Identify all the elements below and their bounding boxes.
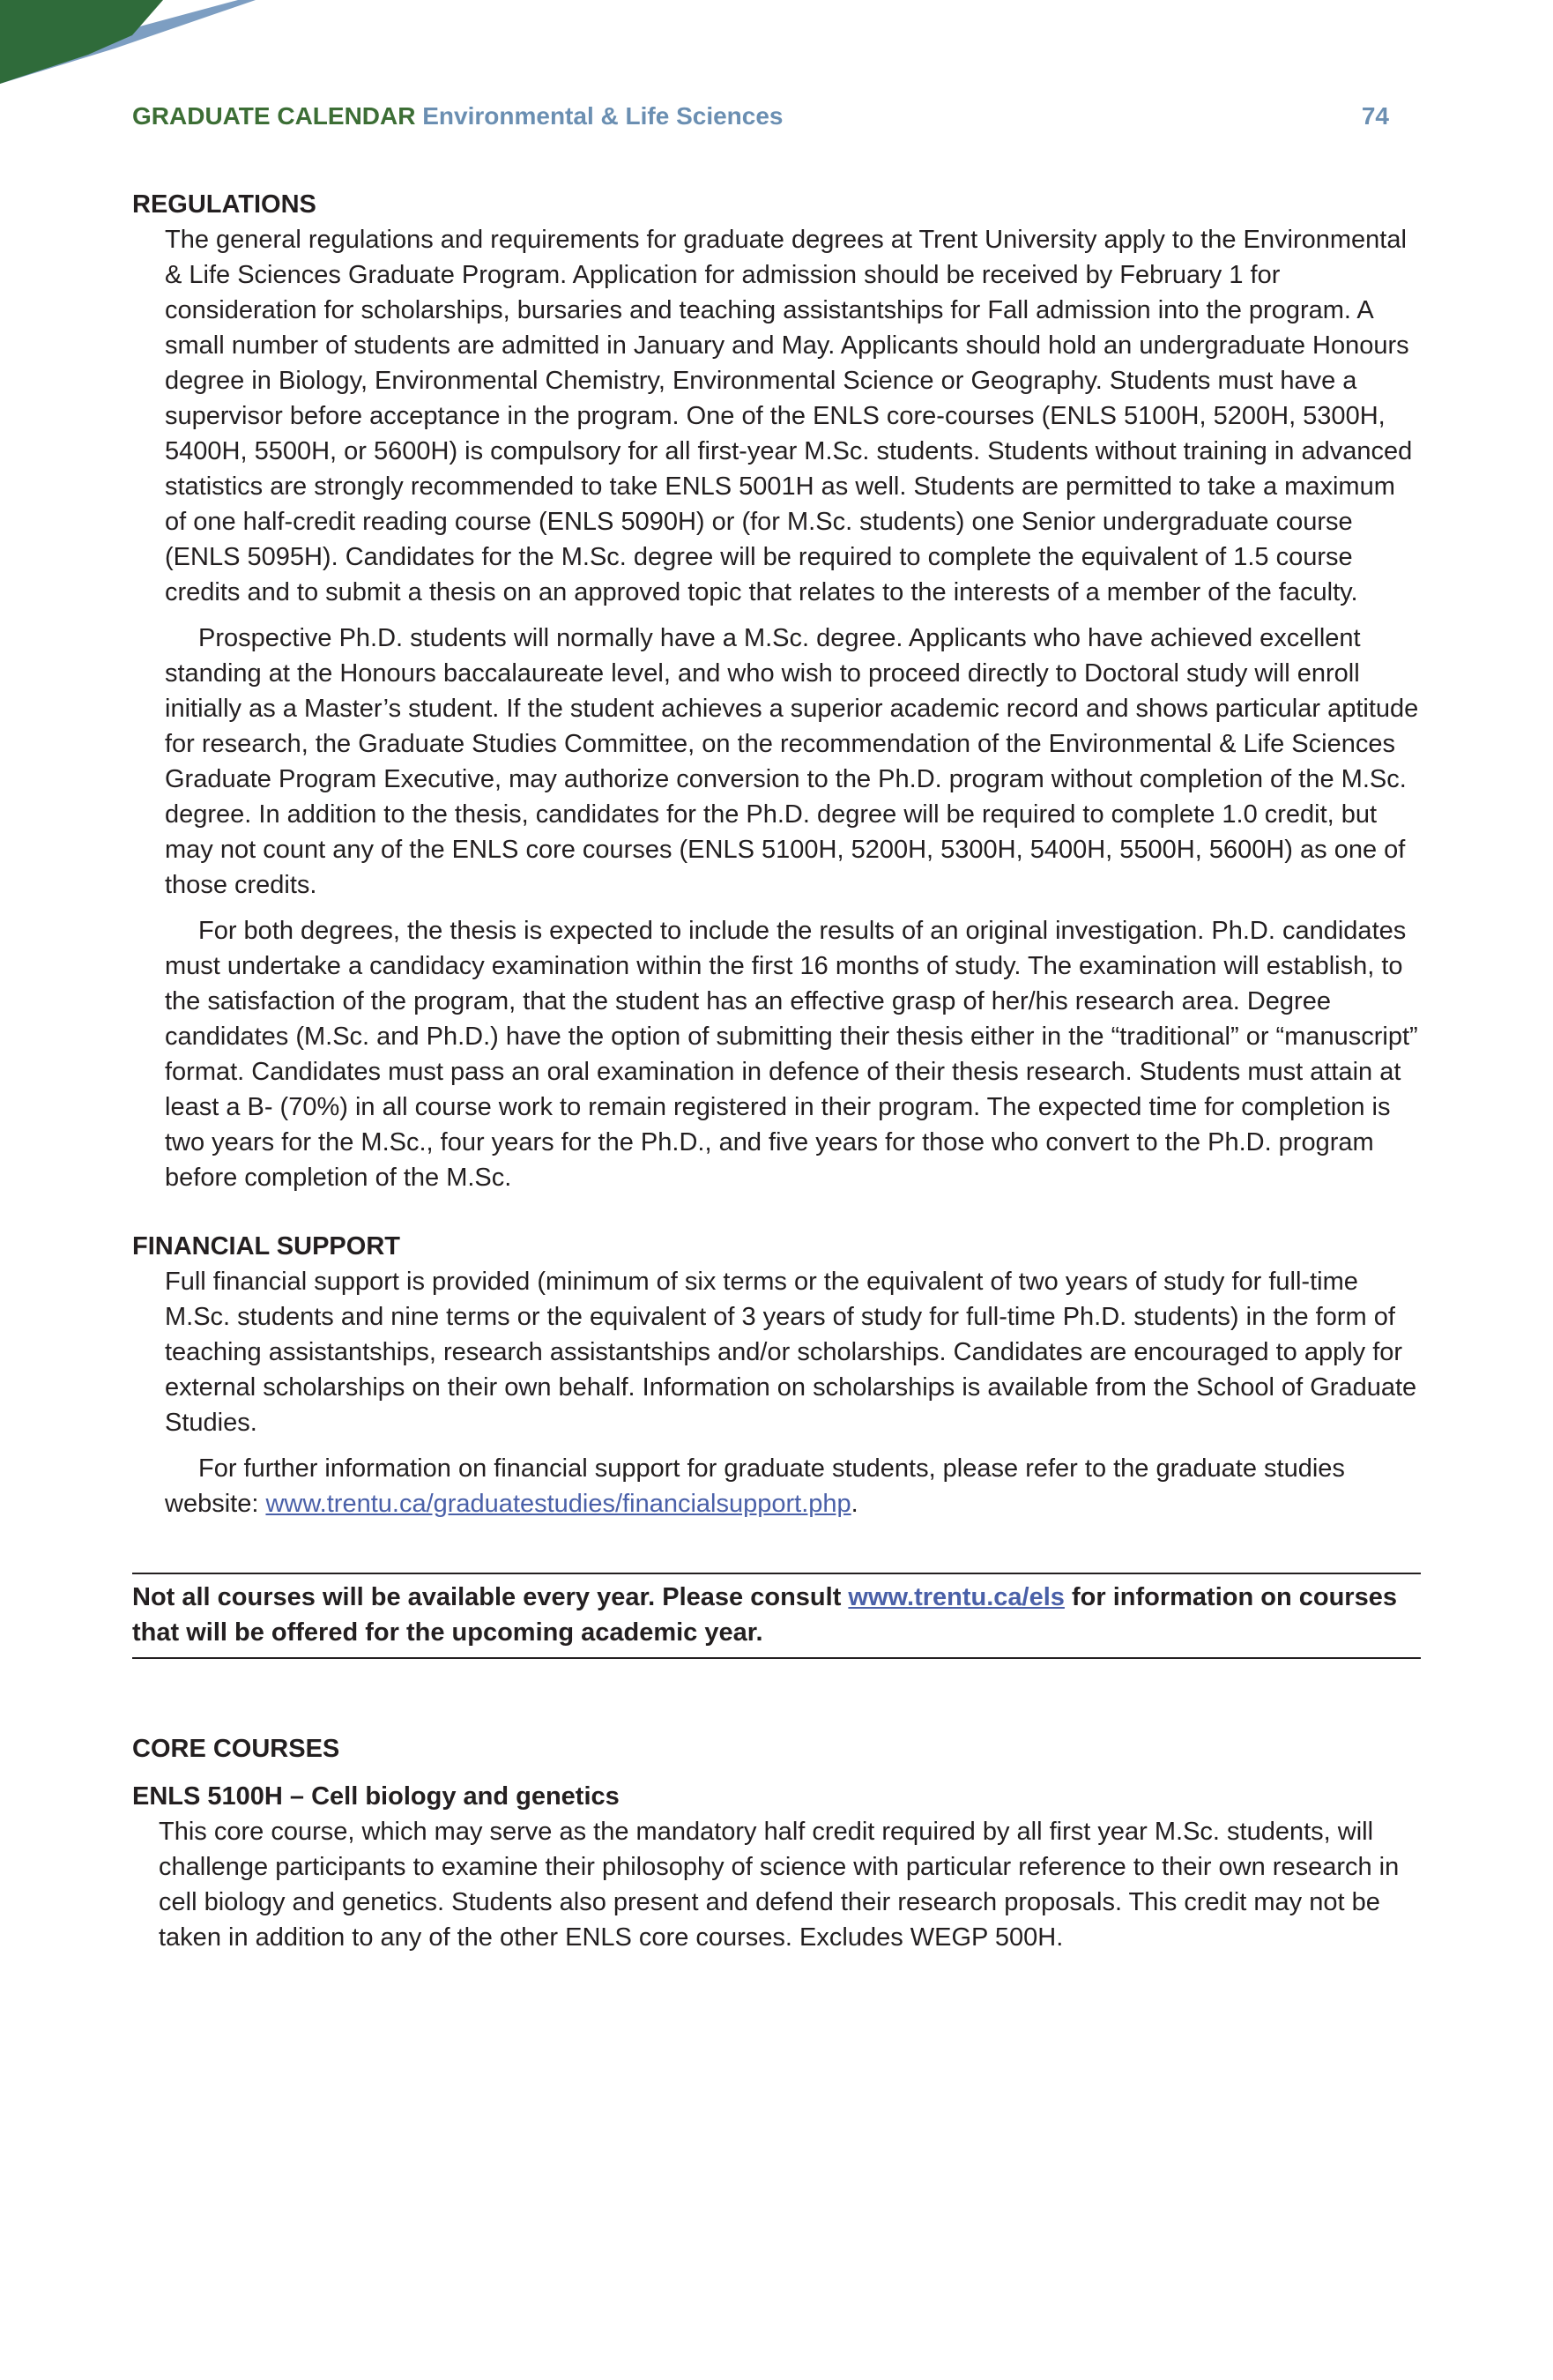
core-courses-heading: CORE COURSES bbox=[132, 1735, 340, 1763]
core-courses-section bbox=[132, 1731, 1421, 1955]
financial-support-link[interactable]: www.trentu.ca/graduatestudies/financialsupport.php bbox=[265, 1490, 851, 1518]
regulations-paragraph: For both degrees, the thesis is expected to include the results of an original investigation. Ph.D. candidates must undertake a candidacy examination within the first 16 months of study. The examination will establish, to the satisfaction of the program, that the student has an effective grasp of her/his research area. Degree candidates (M.Sc. and Ph.D.) have the option of submitting their thesis either in the “traditional” or “manuscript” format. Candidates must pass an oral examination in defence of their thesis research. Students must attain at least a B- (70%) in all course work to remain registered in their program. The expected time for completion is two years for the M.Sc., four years for the Ph.D., and five years for those who convert to the Ph.D. program before completion of the M.Sc. bbox=[165, 917, 1418, 1192]
page-number: 74 bbox=[1361, 102, 1389, 130]
financial-support-text: For further information on financial support for graduate students, please refer to the graduate studies website: bbox=[165, 1454, 1345, 1518]
course-availability-notice bbox=[132, 1573, 1421, 1659]
regulations-heading: REGULATIONS bbox=[132, 190, 316, 219]
els-website-link[interactable]: www.trentu.ca/els bbox=[848, 1583, 1065, 1611]
page-content bbox=[132, 187, 1421, 1955]
regulations-paragraph: Prospective Ph.D. students will normally have a M.Sc. degree. Applicants who have achieved excellent standing at the Honours baccalaureate level, and who wish to proceed directly to Doctoral study will enroll initially as a Master’s student. If the student achieves a superior academic record and shows particular aptitude for research, the Graduate Studies Committee, on the recommendation of the Environmental & Life Sciences Graduate Program Executive, may authorize conversion to the Ph.D. program without completion of the M.Sc. degree. In addition to the thesis, candidates for the Ph.D. degree will be required to complete 1.0 credit, but may not count any of the ENLS core courses (ENLS 5100H, 5200H, 5300H, 5400H, 5500H, 5600H) as one of those credits. bbox=[165, 624, 1419, 899]
calendar-label: GRADUATE CALENDAR bbox=[132, 102, 416, 130]
corner-green-shape bbox=[0, 0, 163, 84]
financial-support-end: . bbox=[851, 1490, 858, 1518]
financial-support-paragraph bbox=[165, 1451, 1421, 1521]
notice-text: Not all courses will be available every year. Please consult bbox=[132, 1583, 849, 1611]
financial-support-paragraph: Full financial support is provided (minimum of six terms or the equivalent of two years of study for full-time M.Sc. students and nine terms or the equivalent of 3 years of study for full-time Ph.D. students) in the form of teaching assistantships, research assistantships and/or scholarships. Candidates are encouraged to apply for external scholarships on their own behalf. Information on scholarships is available from the School of Graduate Studies. bbox=[165, 1268, 1417, 1437]
regulations-paragraph: The general regulations and requirements for graduate degrees at Trent University apply to the Environmental & Life Sciences Graduate Program. Application for admission should be received by February 1 for consideration for scholarships, bursaries and teaching assistantships for Fall admission into the program. A small number of students are admitted in January and May. Applicants should hold an undergraduate Honours degree in Biology, Environmental Chemistry, Environmental Science or Geography. Students must have a supervisor before acceptance in the program. One of the ENLS core-courses (ENLS 5100H, 5200H, 5300H, 5400H, 5500H, or 5600H) is compulsory for all first-year M.Sc. students. Students without training in advanced statistics are strongly recommended to take ENLS 5001H as well. Students are permitted to take a maximum of one half-credit reading course (ENLS 5090H) or (for M.Sc. students) one Senior undergraduate course (ENLS 5095H). Candidates for the M.Sc. degree will be required to complete the equivalent of 1.5 course credits and to submit a thesis on an approved topic that relates to the interests of a member of the faculty. bbox=[165, 226, 1413, 606]
financial-support-section bbox=[132, 1229, 1421, 1521]
financial-support-heading: FINANCIAL SUPPORT bbox=[132, 1232, 400, 1261]
notice-text-end: for information on courses that will be offered for the upcoming academic year. bbox=[132, 1583, 1397, 1647]
course-entry bbox=[132, 1779, 1421, 1955]
course-description: This core course, which may serve as the mandatory half credit required by all first year M.Sc. students, will challenge participants to examine their philosophy of science with particular reference to their own research in cell biology and genetics. Students also present and defend their research proposals. This credit may not be taken in addition to any of the other ENLS core courses. Excludes WEGP 500H. bbox=[159, 1818, 1400, 1952]
course-title: ENLS 5100H – Cell biology and genetics bbox=[132, 1782, 620, 1811]
corner-decoration bbox=[0, 0, 256, 159]
department-name: Environmental & Life Sciences bbox=[422, 102, 784, 130]
regulations-section bbox=[132, 187, 1421, 1195]
page-header bbox=[132, 100, 1389, 132]
